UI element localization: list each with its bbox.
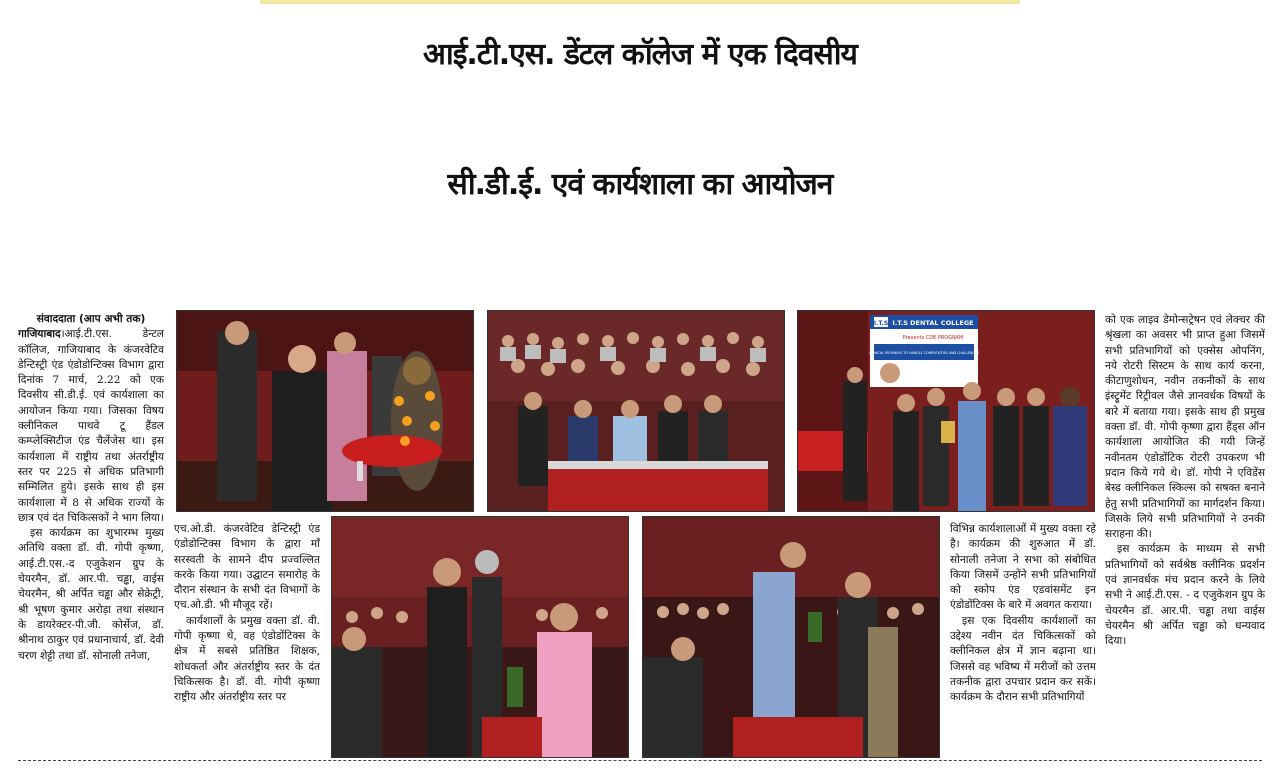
photo-banner-felicitation <box>797 310 1095 512</box>
top-accent-line <box>260 0 1020 4</box>
dateline: गाजियाबाद <box>18 328 61 341</box>
col4-paragraph-2: इस कार्यक्रम के माध्यम से सभी प्रतिभागियों को सर्वश्रेष्ठ क्लीनिक प्रदर्शन एवं ज्ञानवर्धक मंच प्रदान करने के लिये सभी ने आई.टी.एस. - द एजुकेशन ग्रुप के चेयरमैन डॉ. आर.पी. चड्ढा तथा वाईस चेयरमैन श्री अर्पित चड्ढा को धन्यवाद दिया। <box>1105 543 1265 648</box>
col3-paragraph-2: इस एक दिवसीय कार्यशालों का उद्देश्य नवीन दंत चिकित्सकों को क्लीनिकल क्षेत्र में ज्ञान बढ़ाना था। जिससे वह भविष्य में मरीजों को उत्तम तकनीक द्वारा उपचार प्रदान कर सकें। कार्यक्रम के दौरान सभी प्रतिभागियों <box>950 614 1096 704</box>
col3-paragraph-1: विभिन्न कार्यशालाओं में मुख्य वक्ता रहे है। कार्यक्रम की शुरुआत में डॉ. सोनाली तनेजा ने सभा को संबोधित किया जिसमें उन्होंने सभी प्रतिभागियों को स्कोप एंड एडवांसमेंट इन एंडोडोंटिक्स के बारे में अवगत कराया। <box>950 523 1096 612</box>
banner-topic: CLINICAL PATHWAYS TO HANDLE COMPLEXITIES AND CHALLENGES <box>868 351 980 355</box>
col2-paragraph-1: एच.ओ.डी. कंजरवेटिव डेन्टिस्ट्री एंड एंडोडोन्टिक्स विभाग के द्वारा माँ सरस्वती के सामने दीप प्रज्वल्लित करके किया गया। उद्घाटन समारोह के दौरान संस्थान के सभी दंत विभागों के एच.ओ.डी. भी मौजूद रहें। <box>174 523 320 612</box>
article-column-3 <box>950 522 1096 757</box>
bottom-dashed-rule <box>18 760 1262 761</box>
photo-lamp-lighting <box>176 310 474 512</box>
banner-title: I.T.S DENTAL COLLEGE <box>892 319 974 327</box>
col1-paragraph-1: ।आई.टी.एस. डेन्टल कॉलिज, गाजियाबाद के कंजरवेटिव डेन्टिस्ट्री एंड एंडोडोन्टिक्स विभाग द्वारा दिनांक 7 मार्च, 2.22 को एक दिवसीय सी.डी.ई. एवं कार्यशाला का आयोजन किया गया। जिसका विषय क्लीनिकल पाथवे टू हैंडल कम्प्लेक्सिटीज एंड चैलेंजेस था। इस कार्यशाला में राष्ट्रीय तथा अंतर्राष्ट्रीय स्तर पर 225 से अधिक प्रतिभागी सम्मिलित हुये। इसके साथ ही इस कार्यशाला में 8 से अधिक राज्यों के छात्र एवं दंत चिकित्सकों ने भाग लिया। <box>18 328 164 524</box>
photo-audience-front-row <box>487 310 785 512</box>
article-column-1 <box>18 312 164 757</box>
banner-subtitle: Presents CDE PROGRAM <box>902 335 964 341</box>
article-column-4 <box>1105 313 1265 757</box>
banner-logo: I.T.S <box>873 320 889 327</box>
col1-paragraph-2: इस कार्यक्रम का शुभारम्भ मुख्य अतिथि वक्ता डॉ. वी. गोपी कृष्णा, आई.टी.एस.-द एजुकेशन ग्रुप के चेयरमैन, डॉ. आर.पी. चड्ढा, वाईस चेयरमैन, श्री अर्पित चड्ढा और सेक्रेट्री, श्री भूषण कुमार अरोड़ा तथा संस्थान के डायरेक्टर-पी.जी. कोर्सेज, डॉ. श्रीनाथ ठाकुर एवं प्रधानाचार्य, डॉ. देवी चरण शेट्टी तथा डॉ. सोनाली तनेजा, <box>18 527 164 662</box>
article-column-2 <box>174 522 320 757</box>
headline-line-1: आई.टी.एस. डेंटल कॉलेज में एक दिवसीय <box>423 37 857 72</box>
headline-line-2: सी.डी.ई. एवं कार्यशाला का आयोजन <box>447 167 833 202</box>
byline: संवाददाता (आप अभी तक) <box>36 313 146 325</box>
photo-memento-presentation <box>331 516 629 758</box>
col2-paragraph-2: कार्यशालों के प्रमुख वक्ता डॉ. वी. गोपी कृष्णा थे, वह एंडोडोंटिक्स के क्षेत्र में सबसे प्रतिष्ठित शिक्षक, शोधकर्ता और अंतर्राष्ट्रीय स्तर के दंत चिकित्सक है। डॉ. वी. गोपी कृष्णा राष्ट्रीय और अंतर्राष्ट्रीय स्तर पर <box>174 614 320 704</box>
photo-plant-presentation <box>642 516 940 758</box>
col4-paragraph-1: को एक लाइव डेमोन्सट्रेषन एवं लेक्चर की श्रृंखला का अवसर भी प्राप्त हुआ जिसमें सभी प्रतिभागियों को एक्सेस ओपनिंग, नये रोटरी सिस्टम के साथ कार्य करना, कीटाणुशोधन, नवीन तकनीकों के साथ इंस्ट्रूमेंट रिट्रीवल जैसे ज्ञानवर्धक विषयों के बारे में बताया गया। इसके साथ ही प्रमुख वक्ता डॉ. वी. गोपी कृष्णा द्वारा हैंड्स ऑन कार्यशाला आयोजित की गयी जिन्हें नवीनतम एंडोडोंटिक रोटरी उपकरण भी प्रदान किये गये थे। डॉ. गोपी ने एविडेंस बेस्ड क्लीनिकल स्किल्स को सषक्त बनाने हेतु सभी प्रतिभागियों का मार्गदर्शन किया। जिसके लिये सभी प्रतिभागियों ने उनकी सराहना की। <box>1105 314 1265 541</box>
